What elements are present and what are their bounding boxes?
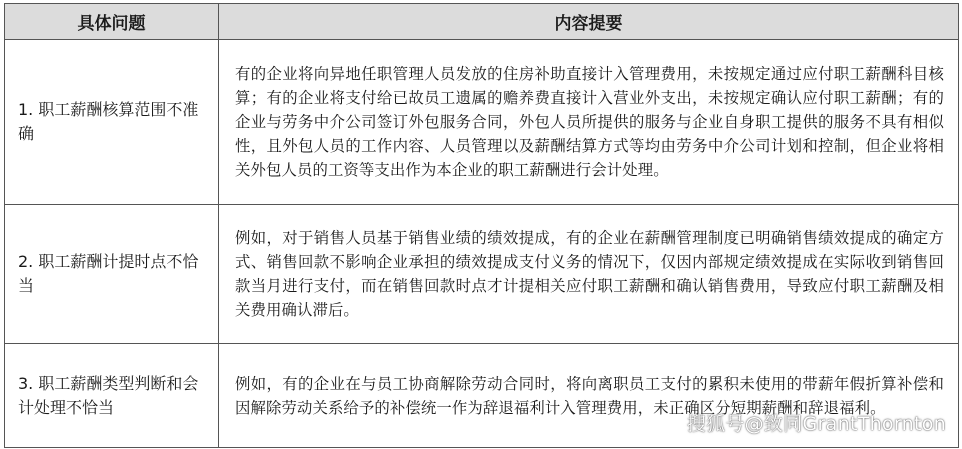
summary-cell: 例如，有的企业在与员工协商解除劳动合同时，将向离职员工支付的累积未使用的带薪年假折算补偿和因解除劳动关系给予的补偿统一作为辞退福利计入管理费用，未正确区分短期薪酬和辞退福利。 xyxy=(219,344,959,448)
table-header-row xyxy=(5,4,959,40)
problem-cell: 3. 职工薪酬类型判断和会计处理不恰当 xyxy=(5,344,219,448)
table-row xyxy=(5,205,959,344)
summary-cell: 例如，对于销售人员基于销售业绩的绩效提成，有的企业在薪酬管理制度已明确销售绩效提成的确定方式、销售回款不影响企业承担的绩效提成支付义务的情况下，仅因内部规定绩效提成在实际收到销售回款当月进行支付，而在销售回款时点才计提相关应付职工薪酬和确认销售费用，导致应付职工薪酬及相关费用确认滞后。 xyxy=(219,205,959,344)
table-row xyxy=(5,40,959,205)
summary-cell: 有的企业将向异地任职管理人员发放的住房补助直接计入管理费用，未按规定通过应付职工薪酬科目核算；有的企业将支付给已故员工遗属的赡养费直接计入营业外支出，未按规定确认应付职工薪酬；有的企业与劳务中介公司签订外包服务合同，外包人员所提供的服务与企业自身职工提供的服务不具有相似性，且外包人员的工作内容、人员管理以及薪酬结算方式等均由劳务中介公司计划和控制，但企业将相关外包人员的工资等支出作为本企业的职工薪酬进行会计处理。 xyxy=(219,40,959,205)
problem-cell: 2. 职工薪酬计提时点不恰当 xyxy=(5,205,219,344)
problems-table xyxy=(4,3,959,448)
header-summary: 内容提要 xyxy=(219,4,959,40)
watermark: 搜狐号@致同GrantThornton xyxy=(686,413,946,435)
header-problem: 具体问题 xyxy=(5,4,219,40)
problem-cell: 1. 职工薪酬核算范围不准确 xyxy=(5,40,219,205)
